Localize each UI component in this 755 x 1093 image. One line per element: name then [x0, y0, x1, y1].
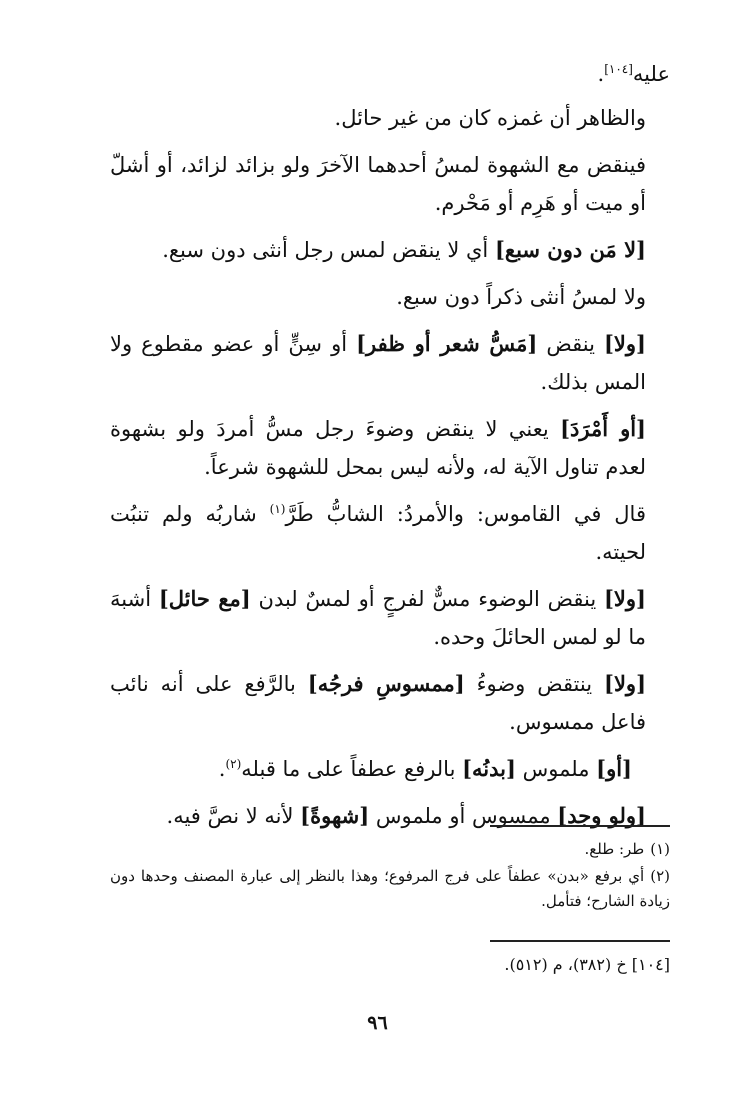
- footnote-1: [110, 837, 670, 862]
- header-line: [110, 55, 670, 93]
- paragraph-9: [110, 665, 670, 741]
- paragraph-6: [110, 410, 670, 486]
- sharh-text: .: [218, 757, 226, 781]
- manuscript-notes: [110, 940, 670, 978]
- matn-text: [ممسوسِ فرجُه]: [307, 671, 465, 696]
- sharh-text: ينقض الوضوء مسٌّ لفرجٍ أو لمسٌ لبدن: [250, 587, 604, 611]
- sharh-text: ينتقض وضوءُ: [464, 672, 605, 696]
- matn-text: [ولا]: [604, 671, 647, 696]
- paragraph-3: [110, 231, 670, 269]
- footnote-2: [110, 864, 670, 914]
- matn-text: [أو أَمْرَدَ]: [560, 416, 646, 441]
- manuscript-ref-marker: [١٠٤]: [604, 62, 633, 76]
- footnote-number: (١): [650, 840, 670, 858]
- paragraph-4: ولا لمسُ أنثى ذكراً دون سبع.: [396, 285, 646, 309]
- paragraph-8: [110, 580, 670, 656]
- sharh-text: أو سِنٍّ أو عضو مقطوع ولا المس بذلك.: [110, 332, 646, 394]
- manuscript-note: [١٠٤] خ (٣٨٢)، م (٥١٢).: [504, 955, 670, 974]
- footnote-number: (٢): [650, 867, 670, 885]
- matn-text: [لا مَن دون سبع]: [494, 237, 646, 262]
- manuscript-divider: [490, 940, 670, 942]
- header-end: .: [597, 62, 605, 86]
- header-word: عليه: [632, 62, 670, 86]
- sharh-text: بالرفع عطفاً على ما قبله: [241, 757, 463, 781]
- footnote-ref-1: (١): [269, 502, 286, 516]
- footnotes-section: [110, 825, 670, 916]
- matn-text: [ولا]: [604, 586, 646, 611]
- matn-text: [أو]: [596, 756, 632, 781]
- footnote-text: أي برفع «بدن» عطفاً على فرج المرفوع؛ وهذا بالنظر إلى عبارة المصنف وحدها دون زيادة الشارح؛ فتأمل.: [110, 867, 670, 910]
- matn-text: [ولا]: [604, 331, 646, 356]
- sharh-text: لأنه لا نصَّ فيه.: [166, 804, 301, 828]
- footnote-divider: [490, 825, 670, 827]
- paragraph-10: [110, 750, 670, 788]
- paragraph-2: فينقض مع الشهوة لمسُ أحدهما الآخرَ ولو بزائد لزائد، أو أشلّ أو ميت أو هَرِم أو مَحْرم.: [110, 153, 646, 215]
- sharh-text: ينقض: [537, 332, 604, 356]
- sharh-text: ممسوس أو ملموس: [369, 804, 558, 828]
- sharh-text: يعني لا ينقض وضوءَ رجل مسُّ أمردَ ولو بشهوة لعدم تناول الآية له، ولأنه ليس بمحل للشهوة شرعاً.: [110, 417, 646, 479]
- sharh-text: أشبهَ ما لو لمس الحائلَ وحده.: [110, 587, 646, 649]
- sharh-text: أي لا ينقض لمس رجل أنثى دون سبع.: [162, 238, 495, 262]
- matn-text: [ولو وجد]: [557, 803, 646, 828]
- matn-text: [شهوةً]: [300, 803, 370, 828]
- sharh-text: ملموس: [515, 757, 597, 781]
- paragraph-7: [110, 495, 670, 571]
- matn-text: [بدنُه]: [462, 756, 516, 781]
- sharh-text: قال في القاموس: والأمردُ: الشابُّ طَرَّ: [285, 502, 646, 526]
- paragraph-5: [110, 325, 670, 401]
- sharh-text: شاربُه ولم تنبُت لحيته.: [110, 502, 646, 564]
- page-number: ٩٦: [367, 1012, 388, 1034]
- footnote-ref-2: (٢): [225, 757, 242, 771]
- sharh-text: بالرَّفع على أنه نائب فاعل ممسوس.: [110, 672, 646, 734]
- matn-text: [مع حائل]: [158, 586, 251, 611]
- matn-text: [مَسُّ شعر أو ظفر]: [356, 331, 538, 356]
- main-text: [110, 55, 670, 844]
- footnote-text: طر: طلع.: [584, 840, 645, 858]
- paragraph-1: والظاهر أن غمزه كان من غير حائل.: [334, 106, 646, 130]
